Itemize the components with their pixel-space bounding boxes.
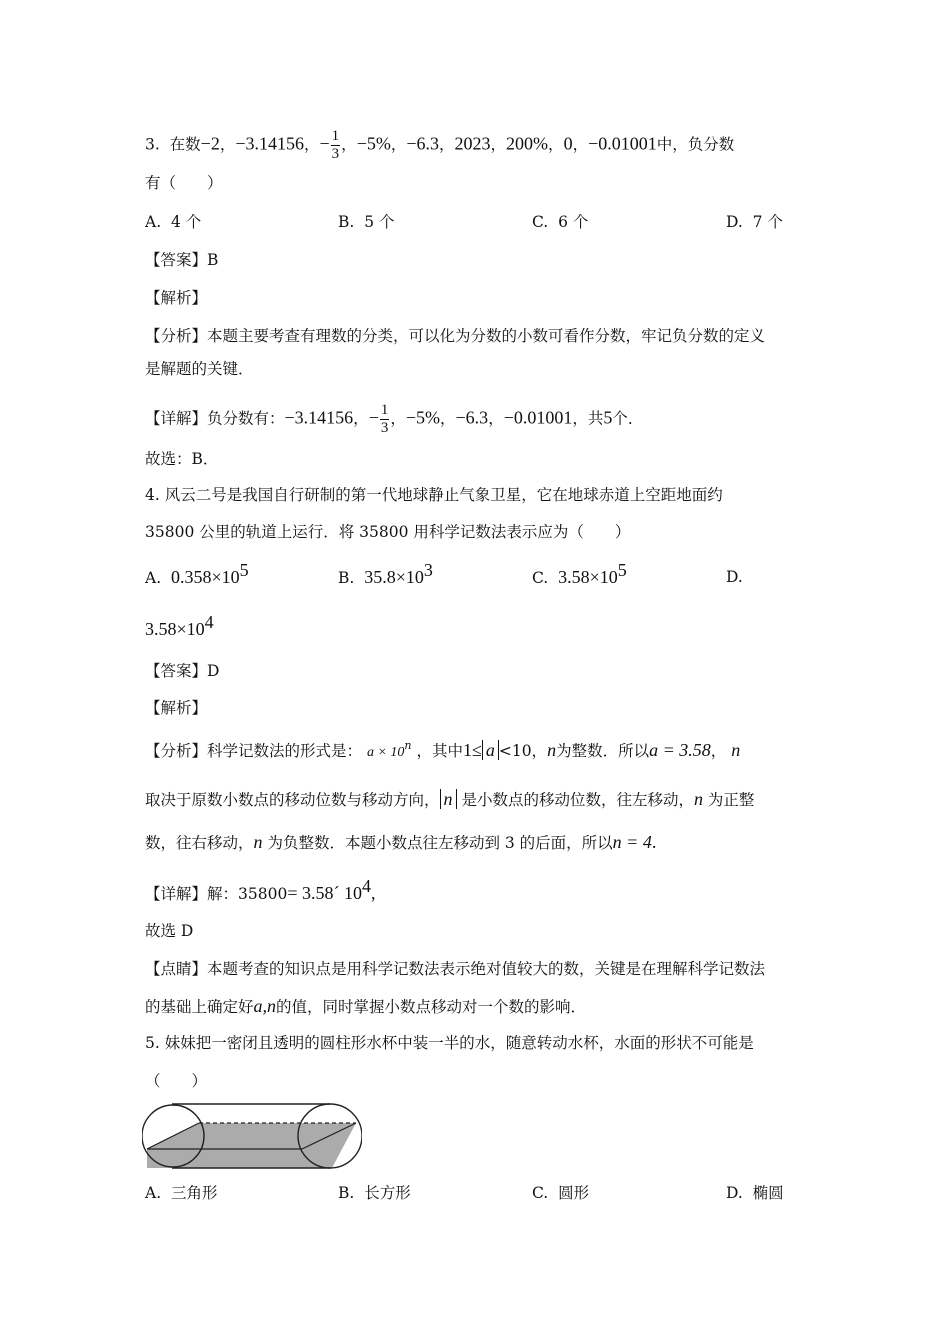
q3-number: 3. (145, 135, 160, 154)
q3-stem-line1: 3. 在数−2，−3.14156，− $\frac{1}{3}$ ，−5%，−6.3，2023，200%，0，−0.01001中，负分数 (145, 128, 735, 162)
q4-option-a[interactable]: A. $0.358\times 10^5$ (145, 560, 249, 587)
q3-num-3-sign: − (319, 133, 330, 154)
q3-analysis-line2: 是解题的关键． (145, 360, 254, 378)
q4-answer: 【答案】D (145, 662, 220, 680)
q5-option-c[interactable]: C. 圆形 (532, 1184, 590, 1202)
q4-analysis-line2: 取决于原数小数点的移动位数与移动方向， n 是小数点的移动位数，往左移动，n 为正整 (145, 789, 755, 809)
q4-option-d-letter[interactable]: D. (726, 568, 743, 586)
cylinder-figure (142, 1100, 362, 1180)
q4-choose: 故选 D (145, 922, 194, 940)
q3-num-8: 0 (563, 133, 573, 154)
q4-jiexi-heading: 【解析】 (145, 699, 208, 717)
q3-choose: 故选：B． (145, 450, 219, 468)
q3-num-7: 200% (506, 133, 549, 154)
q4-abs-a: a (482, 740, 499, 760)
q4-stem-line1: 4. 风云二号是我国自行研制的第一代地球静止气象卫星，它在地球赤道上空距地面约 (145, 486, 723, 504)
q4-detail: 【详解】解：35800= 3.58´ $10^4$, (145, 876, 376, 903)
q3-num-4: −5% (356, 133, 391, 154)
q5-stem-line2: （ ） (145, 1072, 208, 1090)
q5-option-b[interactable]: B. 长方形 (338, 1184, 411, 1202)
q4-option-d-value[interactable]: $3.58\times 10^4$ (145, 612, 214, 639)
q3-num-1: −2 (200, 133, 220, 154)
q3-fraction: $\frac{1}{3}$ (331, 128, 340, 162)
q5-option-a[interactable]: A. 三角形 (145, 1184, 218, 1202)
q5-stem-line1: 5. 妹妹把一密闭且透明的圆柱形水杯中装一半的水，随意转动水杯，水面的形状不可能是 (145, 1034, 754, 1052)
q3-jiexi-heading: 【解析】 (145, 289, 208, 307)
q4-tip-line2: 的基础上确定好a,n的值，同时掌握小数点移动对一个数的影响． (145, 996, 587, 1016)
q3-num-6: 2023 (454, 133, 491, 154)
q3-num-5: −6.3 (406, 133, 440, 154)
q3-stem-pre: 在数 (169, 135, 201, 154)
q3-answer: 【答案】B (145, 251, 219, 269)
q3-detail: 【详解】负分数有：−3.14156，− $\frac{1}{3}$ ，−5%，−6.3，−0.01001，共5个． (145, 402, 644, 436)
q3-analysis-line1: 【分析】本题主要考查有理数的分类，可以化为分数的小数可看作分数，牢记负分数的定义 (145, 327, 766, 345)
q3-num-2: −3.14156 (235, 133, 304, 154)
q4-option-c[interactable]: C. $3.58\times 10^5$ (532, 560, 627, 587)
q5-option-d[interactable]: D. 椭圆 (726, 1184, 784, 1202)
q4-abs-n: n (440, 789, 457, 809)
q3-detail-fraction: $\frac{1}{3}$ (380, 402, 389, 436)
q3-option-d[interactable]: D. 7 个 (726, 213, 783, 231)
water-region (147, 1123, 356, 1168)
q4-option-b[interactable]: B. $35.8\times 10^3$ (338, 560, 433, 587)
q4-tip-line1: 【点睛】本题考查的知识点是用科学记数法表示绝对值较大的数，关键是在理解科学记数法 (145, 960, 766, 978)
q3-option-a[interactable]: A. 4 个 (145, 213, 202, 231)
q4-stem-line2: 35800 公里的轨道上运行．将 35800 用科学记数法表示应为（ ） (145, 523, 631, 541)
q3-option-c[interactable]: C. 6 个 (532, 213, 589, 231)
q4-analysis-line1: 【分析】科学记数法的形式是： $a \times 10^n$ ，其中1≤ a <10，n为整数．所以a = 3.58， n (145, 739, 741, 760)
q3-stem-line2: 有（ ） (145, 174, 223, 192)
q3-stem-mid: 中，负分数 (656, 135, 735, 154)
q3-num-9: −0.01001 (588, 133, 657, 154)
q4-analysis-line3: 数，往右移动，n 为负整数．本题小数点往左移动到 3 的后面，所以n = 4. (145, 832, 657, 852)
q3-option-b[interactable]: B. 5 个 (338, 213, 395, 231)
